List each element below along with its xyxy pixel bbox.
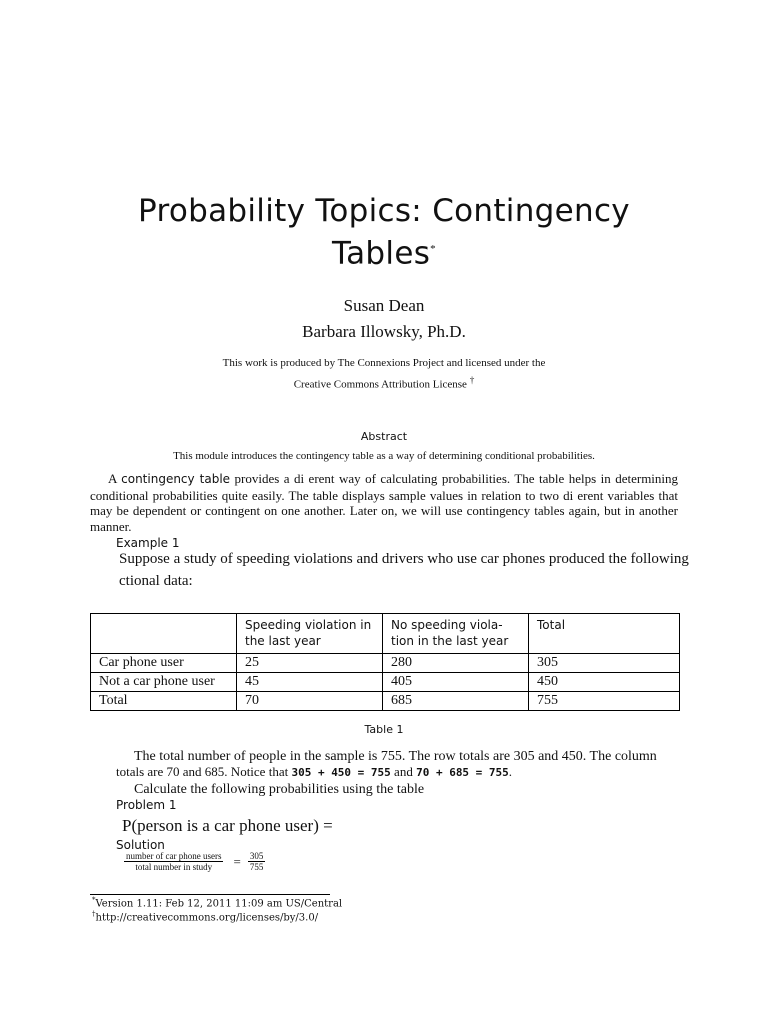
table-cell: 280 bbox=[383, 654, 529, 673]
license-line-1: This work is produced by The Connexions Project and licensed under the bbox=[222, 357, 546, 369]
table-cell: 755 bbox=[529, 692, 680, 711]
title-line-1: Probability Topics: Contingency bbox=[138, 193, 630, 229]
footnote-2-link[interactable]: http://creativecommons.org/licenses/by/3.0/ bbox=[95, 912, 319, 924]
word-fraction bbox=[124, 851, 223, 872]
table-cell: 45 bbox=[237, 673, 383, 692]
table-header-cell: Total bbox=[529, 614, 680, 654]
table-row bbox=[91, 692, 680, 711]
license-footnote-mark: † bbox=[469, 375, 475, 385]
title-line-2: Tables bbox=[332, 235, 431, 272]
footnote-1-mark: * bbox=[92, 896, 96, 904]
footnote-2 bbox=[92, 910, 318, 923]
table-cell: 70 bbox=[237, 692, 383, 711]
table-caption: Table 1 bbox=[364, 723, 404, 736]
value-denominator: 755 bbox=[249, 862, 264, 872]
totals-end: . bbox=[508, 764, 513, 779]
example-heading: Example 1 bbox=[116, 536, 180, 550]
table-cell: 405 bbox=[383, 673, 529, 692]
totals-and: and bbox=[394, 764, 413, 779]
value-numerator: 305 bbox=[249, 851, 264, 861]
table-header-cell bbox=[91, 614, 237, 654]
table-header-cell: Speeding violation in the last year bbox=[237, 614, 383, 654]
page-title bbox=[80, 192, 688, 272]
intro-paragraph bbox=[90, 471, 678, 534]
table-row bbox=[91, 673, 680, 692]
equals-sign: = bbox=[233, 853, 241, 869]
footnote-1-text: Version 1.11: Feb 12, 2011 11:09 am US/Central bbox=[95, 898, 343, 910]
title-footnote-mark: * bbox=[430, 243, 436, 255]
example-text-2: ctional data: bbox=[119, 573, 193, 589]
footnote-divider bbox=[90, 894, 330, 895]
footnote-2-mark: † bbox=[92, 910, 96, 918]
license-line-2: Creative Commons Attribution License bbox=[293, 378, 467, 391]
example-text-1: Suppose a study of speeding violations and drivers who use car phones produced the following bbox=[119, 551, 689, 567]
column-sum-expression: 70 + 685 = 755 bbox=[416, 766, 509, 779]
totals-prefix: totals are 70 and 685. Notice that bbox=[116, 764, 289, 779]
instruction-text: Calculate the following probabilities using the table bbox=[134, 782, 425, 797]
table-header-cell: No speeding viola- tion in the last year bbox=[383, 614, 529, 654]
table-cell: 450 bbox=[529, 673, 680, 692]
table-row bbox=[91, 654, 680, 673]
contingency-table-term: contingency table bbox=[121, 472, 231, 486]
table-cell: 305 bbox=[529, 654, 680, 673]
solution-heading: Solution bbox=[116, 838, 165, 852]
fraction-numerator: number of car phone users bbox=[126, 851, 222, 861]
row-sum-expression: 305 + 450 = 755 bbox=[291, 766, 391, 779]
totals-line-2 bbox=[116, 764, 512, 780]
contingency-table bbox=[90, 613, 680, 711]
license-notice bbox=[0, 355, 768, 394]
problem-heading: Problem 1 bbox=[116, 798, 177, 812]
intro-text: provides a di erent way of calculating probabilities. The table helps in determining conditional probabilities quite easily. The table displays sample values in relation to two di erent variables that may be dependent or contingent on one another. Later on, we will use contingency tables again, but in another manner. bbox=[90, 471, 679, 534]
abstract-heading: Abstract bbox=[360, 430, 408, 443]
problem-expression: P(person is a car phone user) = bbox=[122, 816, 333, 835]
table-cell: 685 bbox=[383, 692, 529, 711]
author-2: Barbara Illowsky, Ph.D. bbox=[302, 322, 466, 341]
table-cell: Total bbox=[91, 692, 237, 711]
solution-expression bbox=[124, 851, 265, 872]
table-cell: 25 bbox=[237, 654, 383, 673]
author-1: Susan Dean bbox=[343, 296, 425, 315]
totals-line-1: The total number of people in the sample is 755. The row totals are 305 and 450. The column bbox=[134, 749, 657, 764]
value-fraction bbox=[248, 851, 266, 872]
table-cell: Not a car phone user bbox=[91, 673, 237, 692]
fraction-denominator: total number in study bbox=[135, 862, 213, 872]
table-header-row bbox=[91, 614, 680, 654]
abstract-text: This module introduces the contingency table as a way of determining conditional probabilities. bbox=[173, 450, 595, 462]
table-cell: Car phone user bbox=[91, 654, 237, 673]
footnote-1 bbox=[92, 896, 342, 909]
intro-lead: A bbox=[108, 471, 117, 486]
